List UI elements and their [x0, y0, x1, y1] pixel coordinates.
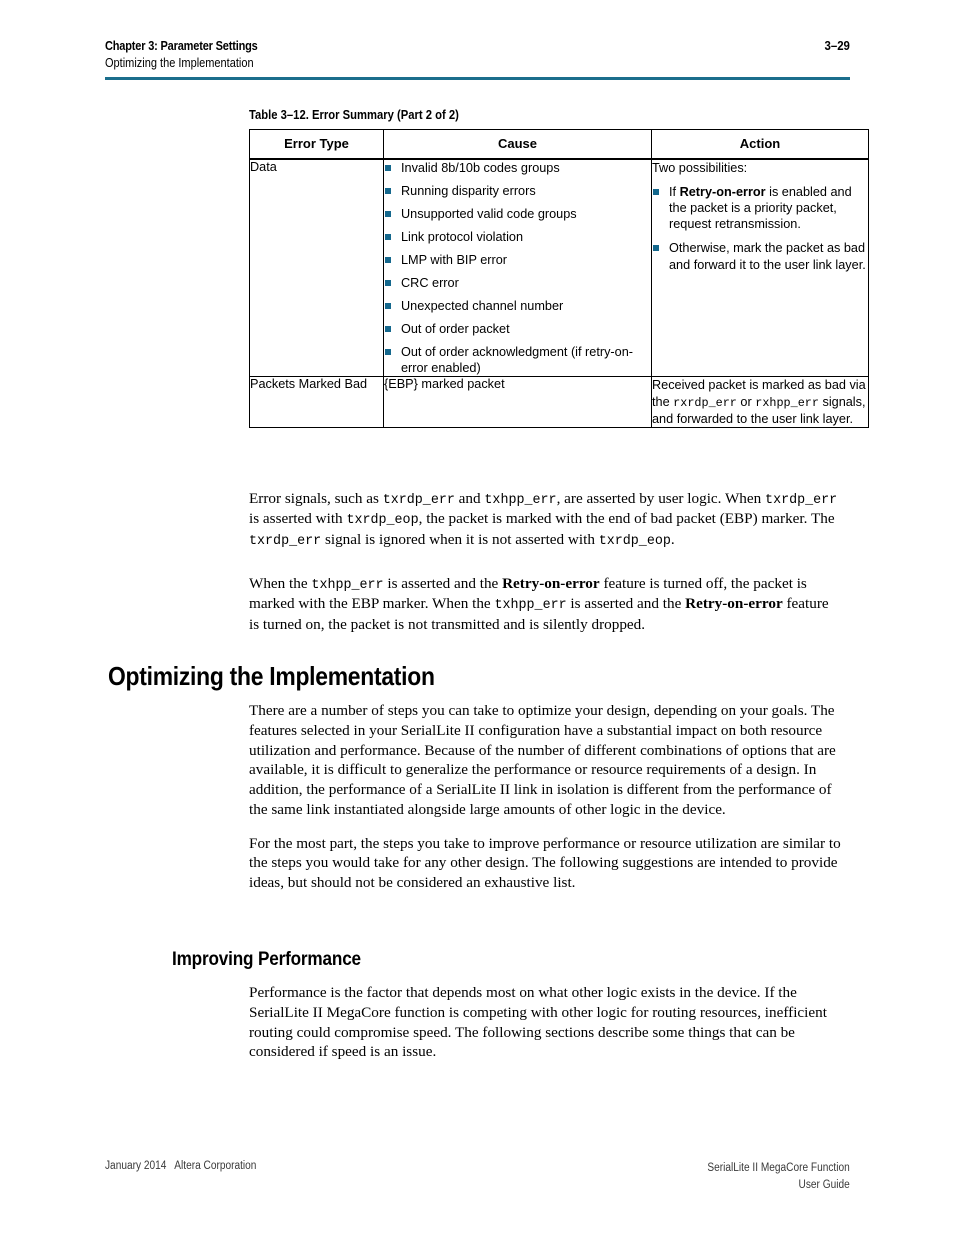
cell-error-type-data: Data [250, 159, 384, 377]
cell-cause-data [384, 159, 652, 377]
header-page-number: 3–29 [824, 38, 850, 53]
list-item [652, 240, 868, 273]
action-text-part: or [736, 394, 756, 409]
list-item: Unsupported valid code groups [384, 206, 651, 222]
footer-date: January 2014 [105, 1160, 167, 1172]
signal-name-txhpp-err: txhpp_err [494, 598, 567, 614]
list-item: CRC error [384, 275, 651, 291]
column-header-cause: Cause [384, 130, 652, 160]
term-retry-on-error: Retry-on-error [502, 575, 600, 592]
cell-error-type-packets-marked-bad: Packets Marked Bad [250, 377, 384, 428]
action-lead-text: Two possibilities: [652, 161, 748, 175]
cause-bullet-list [384, 160, 651, 376]
footer-left [105, 1160, 256, 1172]
list-item: Running disparity errors [384, 183, 651, 199]
list-item: Link protocol violation [384, 229, 651, 245]
body-paragraph-group-3 [249, 701, 841, 893]
action-bullet-pre: If [669, 184, 680, 199]
text-run: is asserted and the [566, 595, 686, 613]
action-bullet-bold: Retry-on-error [679, 184, 766, 199]
page-header [105, 38, 850, 70]
text-run: feature is turned off, the packet is marked with the EBP marker. When the [249, 575, 807, 613]
list-item: LMP with BIP error [384, 252, 651, 268]
list-item: Unexpected channel number [384, 298, 651, 314]
page-header-row [105, 38, 850, 53]
action-bullet-post: is enabled and the packet is a priority packet, request retransmission. [669, 184, 852, 231]
table-header-row [250, 130, 869, 160]
text-run: , the packet is marked with the end of bad packet (EBP) marker. The [418, 510, 835, 528]
column-header-action: Action [652, 130, 869, 160]
paragraph-retry-on-error [249, 574, 841, 635]
body-paragraph-group-1 [249, 489, 841, 550]
table-body [250, 159, 869, 428]
text-run: is asserted and the [383, 575, 503, 592]
text-run: . [670, 530, 675, 548]
paragraph-optimize-steps: There are a number of steps you can take to optimize your design, depending on your goals. The features selected in your SerialLite II configuration have a substantial impact on both resource utilization and performance. Because of the number of different combinations of options that are available, it is difficult to generalize the performance or resource requirements of a design. In addition, the performance of a SerialLite II link in isolation is different from the performance of the same link instantiated alongside large amounts of other logic in the device. [249, 702, 836, 818]
text-run: Error signals, such as [249, 490, 383, 507]
text-run: signal is ignored when it is not asserted with [321, 530, 599, 548]
paragraph-error-signals [249, 489, 841, 550]
body-paragraph-group-2 [249, 574, 841, 635]
action-bullet-post: Otherwise, mark the packet as bad and forward it to the user link layer. [669, 241, 866, 272]
signal-name-txhpp-err: txhpp_err [311, 578, 384, 593]
footer-product-name: SerialLite II MegaCore Function [707, 1162, 850, 1174]
signal-name-txrdp-err: txrdp_err [249, 533, 322, 549]
list-item: Out of order acknowledgment (if retry-on-error enabled) [384, 344, 651, 376]
footer-right [708, 1160, 850, 1193]
error-summary-table [249, 129, 869, 428]
text-run: feature is turned on, the packet is not transmitted and is silently dropped. [249, 595, 829, 633]
list-item: Invalid 8b/10b codes groups [384, 160, 651, 176]
text-run: and [454, 490, 485, 507]
list-item [652, 184, 868, 233]
action-bullet-list [652, 184, 868, 273]
action-text-part: signals, and forwarded to the user link layer. [652, 394, 866, 426]
action-text-part: Received packet is marked as bad via the [652, 378, 866, 409]
cell-action-data [652, 159, 869, 377]
body-paragraph-group-4 [249, 983, 841, 1062]
cell-cause-packets-marked-bad: {EBP} marked packet [384, 377, 652, 428]
table-row [250, 377, 869, 428]
header-rule [105, 77, 850, 80]
table-head [250, 130, 869, 160]
section-heading-optimizing-the-implementation: Optimizing the Implementation [108, 661, 435, 691]
footer-doc-type: User Guide [798, 1178, 850, 1191]
signal-name-txrdp-eop: txrdp_eop [598, 533, 671, 549]
header-section-title: Optimizing the Implementation [105, 56, 254, 70]
table-caption: Table 3–12. Error Summary (Part 2 of 2) [249, 108, 459, 122]
footer-company: Altera Corporation [174, 1160, 257, 1172]
signal-name-txrdp-err: txrdp_err [765, 493, 838, 508]
paragraph-performance-factor: Performance is the factor that depends most on what other logic exists in the device. If the SerialLite II MegaCore function is competing with other logic for routing resources, inefficient routing could compromise speed. The following sections describe some things that can be considered if speed is an issue. [249, 984, 827, 1061]
paragraph-most-part: For the most part, the steps you take to improve performance or resource utilization are similar to the steps you would take for any other design. The following suggestions are intended to provide ideas, but should not be considered an exhaustive list. [249, 834, 841, 891]
column-header-error-type: Error Type [250, 130, 384, 160]
signal-name-rxrdp-err: rxrdp_err [673, 395, 737, 410]
signal-name-txrdp-err: txrdp_err [382, 493, 455, 508]
table-row [250, 159, 869, 377]
cell-action-packets-marked-bad [652, 377, 869, 428]
header-chapter-title: Chapter 3: Parameter Settings [105, 39, 258, 53]
term-retry-on-error: Retry-on-error [685, 595, 783, 613]
text-run: When the [249, 575, 312, 592]
signal-name-txhpp-err: txhpp_err [484, 493, 557, 508]
section-heading-improving-performance: Improving Performance [172, 948, 361, 970]
signal-name-rxhpp-err: rxhpp_err [755, 395, 819, 410]
signal-name-txrdp-eop: txrdp_eop [346, 513, 419, 529]
list-item: Out of order packet [384, 321, 651, 337]
text-run: is asserted with [249, 510, 347, 528]
page-footer [105, 1160, 850, 1193]
text-run: , are asserted by user logic. When [556, 490, 766, 507]
